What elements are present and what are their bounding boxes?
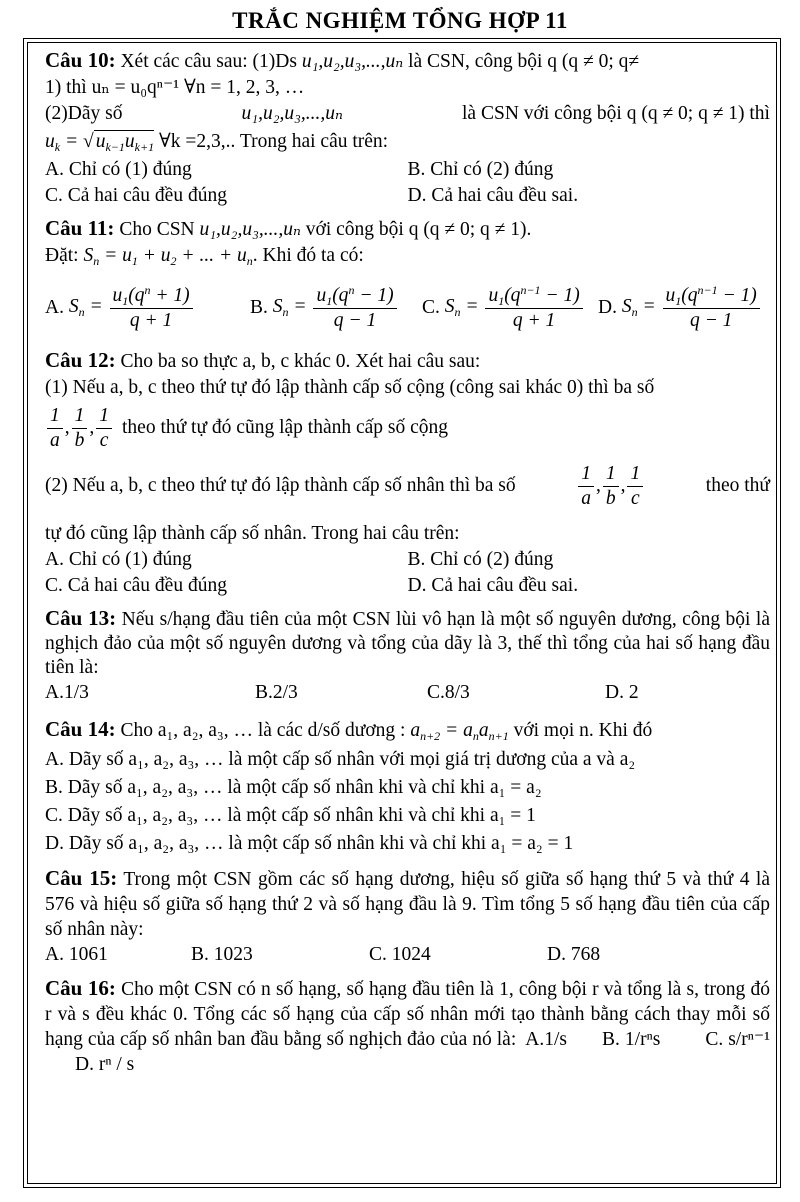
option-c[interactable]: C. s/rⁿ⁻¹ [705,1029,771,1050]
page-title: TRẮC NGHIỆM TỔNG HỢP 11 [232,8,568,33]
option-b[interactable]: B. 1/rⁿs [602,1029,661,1050]
question-16: Câu 16: Cho một CSN có n số hạng, số hạng đầu tiên là 1, công bội r và tổng là s, trong đó r và s đều khác 0. Tổng các số hạng của cấp số nhân mới tạo thành bằng cách thay mỗi số hạng của cấp số nhân ban đầu bằng số nghịch đảo của nó là: A.1/s B. 1/rⁿs C. s/rⁿ⁻¹ D. rⁿ / s [45,976,771,1075]
sequence-notation: u₁,u₂,u₃,...,uₙ [241,103,343,124]
question-12-line3: $\frac{1}{a}$ , $\frac{1}{b}$ , $\frac{1}{c}$ theo thứ tự đó cũng lập thành cấp số cộng [45,401,770,455]
recurrence-formula: $a_{n+2} = a_na_{n+1}$ [410,720,509,743]
option-d[interactable]: D. 2 [605,682,639,703]
option-b[interactable]: B. $S_n$ = $\frac{u_1(q^n - 1)}{q - 1}$ [250,284,422,333]
question-15: Câu 15: Trong một CSN gồm các số hạng dương, hiệu số giữa số hạng thứ 5 và thứ 4 là 576 và hiệu số giữa số hạng thứ 2 và số hạng đầu là 9. Tìm tổng 5 số hạng đầu tiên của cấp số nhân này: [45,866,770,940]
question-list [45,42,770,1077]
question-label: Câu 10: [45,48,116,72]
option-c[interactable]: C.8/3 [427,682,470,703]
option-a[interactable]: A.1/3 [45,682,89,703]
option-a[interactable]: A. Chỉ có (1) đúng [45,159,192,180]
option-d[interactable]: D. Cả hai câu đều sai. [407,575,579,596]
answer-options [45,157,770,183]
answer-options [45,942,770,968]
question-10-line3: (2)Dãy số u₁,u₂,u₃,...,uₙ là CSN với công bội q (q ≠ 0; q ≠ 1) thì [45,101,770,127]
question-11-line2: Đặt: $S_n = u_1 + u_2$ + ... + $u_n$. Khi đó ta có: [45,245,364,268]
option-c[interactable]: C. $S_n$ = $\frac{u_1(q^{n-1} - 1)}{q + 1}$ [422,284,598,333]
option-a[interactable]: A.1/s [525,1029,567,1050]
option-d[interactable]: D. 768 [547,944,601,965]
formula-uk: $u_k$ = √ $u_{k-1}u_{k+1}$ [45,131,155,154]
option-c[interactable]: C. Dãy số a₁, a₂, a₃, … là một cấp số nhân khi và chỉ khi a₁ = 1 [45,805,536,826]
question-10-line2: 1) thì uₙ = u₀qⁿ⁻¹ ∀n = 1, 2, 3, … [45,77,305,98]
question-12: Câu 12: Cho ba so thực a, b, c khác 0. Xét hai câu sau: [45,348,481,372]
option-a[interactable]: A. Chỉ có (1) đúng [45,549,192,570]
option-b[interactable]: B. 1023 [191,944,253,965]
option-a[interactable]: A. 1061 [45,944,108,965]
question-label: Câu 16: [45,976,116,1000]
option-d[interactable]: D. $S_n$ = $\frac{u_1(q^{n-1} - 1)}{q - 1}$ [598,284,770,333]
answer-options [45,547,770,573]
question-label: Câu 15: [45,866,118,890]
option-c[interactable]: C. Cả hai câu đều đúng [45,185,227,206]
answer-options [45,183,770,209]
sequence-notation: u₁,u₂,u₃,...,uₙ [301,51,404,72]
sequence-notation: u₁,u₂,u₃,...,uₙ [199,219,301,240]
formula-sn: $S_n = u_1 + u_2$ + ... + $u_n$ [83,245,253,268]
question-14: Câu 14: Cho a₁, a₂, a₃, … là các d/số dương : $a_{n+2} = a_na_{n+1}$ với mọi n. Khi đó [45,717,653,743]
question-label: Câu 11: [45,216,115,240]
option-b[interactable]: B. Chỉ có (2) đúng [407,549,554,570]
option-c[interactable]: C. Cả hai câu đều đúng [45,575,227,596]
question-10-line4: $u_k$ = √ $u_{k-1}u_{k+1}$ ∀k =2,3,.. Trong hai câu trên: [45,131,389,154]
question-12-line5: tự đó cũng lập thành cấp số nhân. Trong hai câu trên: [45,523,460,544]
question-12-line2: (1) Nếu a, b, c theo thứ tự đó lập thành cấp số cộng (công sai khác 0) thì ba số [45,377,655,398]
option-b[interactable]: B.2/3 [255,682,298,703]
question-13: Câu 13: Nếu s/hạng đầu tiên của một CSN lùi vô hạn là một số nguyên dương, công bội là nghịch đảo của một số nguyên dương và tổng của dãy là 3, thế thì tổng của hai số hạng đầu tiên là: [45,606,770,678]
option-a[interactable]: A. Dãy số a₁, a₂, a₃, … là một cấp số nhân với mọi giá trị dương của a và a₂ [45,749,636,770]
option-d[interactable]: D. rⁿ / s [75,1054,135,1075]
option-b[interactable]: B. Dãy số a₁, a₂, a₃, … là một cấp số nhân khi và chỉ khi a₁ = a₂ [45,777,542,798]
option-c[interactable]: C. 1024 [369,944,431,965]
question-11: Câu 11: Cho CSN u₁,u₂,u₃,...,uₙ với công bội q (q ≠ 0; q ≠ 1). [45,216,532,240]
answer-options [45,680,770,706]
question-label: Câu 12: [45,348,116,372]
question-label: Câu 13: [45,606,117,630]
question-label: Câu 14: [45,717,116,741]
option-d[interactable]: D. Dãy số a₁, a₂, a₃, … là một cấp số nhân khi và chỉ khi a₁ = a₂ = 1 [45,833,574,854]
option-a[interactable]: A. $S_n$ = $\frac{u_1(q^n + 1)}{q + 1}$ [45,284,250,333]
answer-options [45,573,770,599]
question-12-line4: (2) Nếu a, b, c theo thứ tự đó lập thành cấp số nhân thì ba số $\frac{1}{a}$ , $\frac{1}{b}$ , $\frac{1}{c}$ theo thứ [45,462,770,509]
answer-options [45,277,770,339]
option-b[interactable]: B. Chỉ có (2) đúng [407,159,554,180]
option-d[interactable]: D. Cả hai câu đều sai. [407,185,579,206]
question-10: Câu 10: Xét các câu sau: (1)Ds u₁,u₂,u₃,...,uₙ là CSN, công bội q (q ≠ 0; q≠ [45,48,640,72]
